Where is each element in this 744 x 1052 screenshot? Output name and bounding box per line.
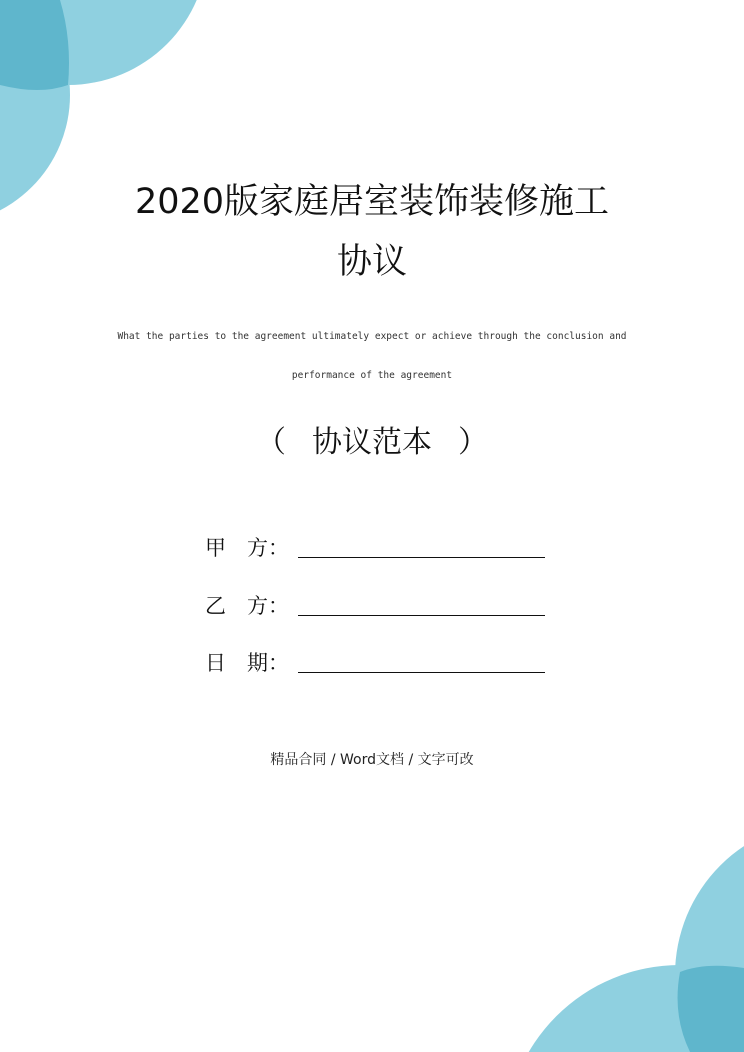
template-paren-open: （ (256, 425, 286, 460)
party-b-blank-line[interactable] (298, 615, 545, 616)
date-label: 日 期： (205, 651, 289, 675)
bottom-right-decoration (505, 820, 744, 1052)
template-label (0, 425, 744, 461)
document-title-line1: 2020版家庭居室装饰装修施工 (134, 182, 610, 222)
party-a-label: 甲 方： (205, 536, 289, 560)
date-field (205, 648, 550, 678)
subtitle-line2: performance of the agreement (291, 370, 453, 381)
date-blank-line[interactable] (298, 672, 545, 673)
party-a-blank-line[interactable] (298, 557, 545, 558)
subtitle-line1: What the parties to the agreement ultimately expect or achieve through the conclusion and (117, 331, 627, 342)
top-left-overlap (0, 0, 69, 90)
footer-note: 精品合同 / Word文档 / 文字可改 (270, 752, 474, 768)
party-b-field (205, 591, 550, 621)
bottom-right-overlap (678, 966, 744, 1052)
template-paren-close: ） (458, 425, 488, 460)
document-title-line2: 协议 (336, 242, 407, 282)
party-b-label: 乙 方： (205, 594, 289, 618)
template-label-text: 协议范本 (312, 425, 432, 460)
party-a-field (205, 533, 550, 563)
